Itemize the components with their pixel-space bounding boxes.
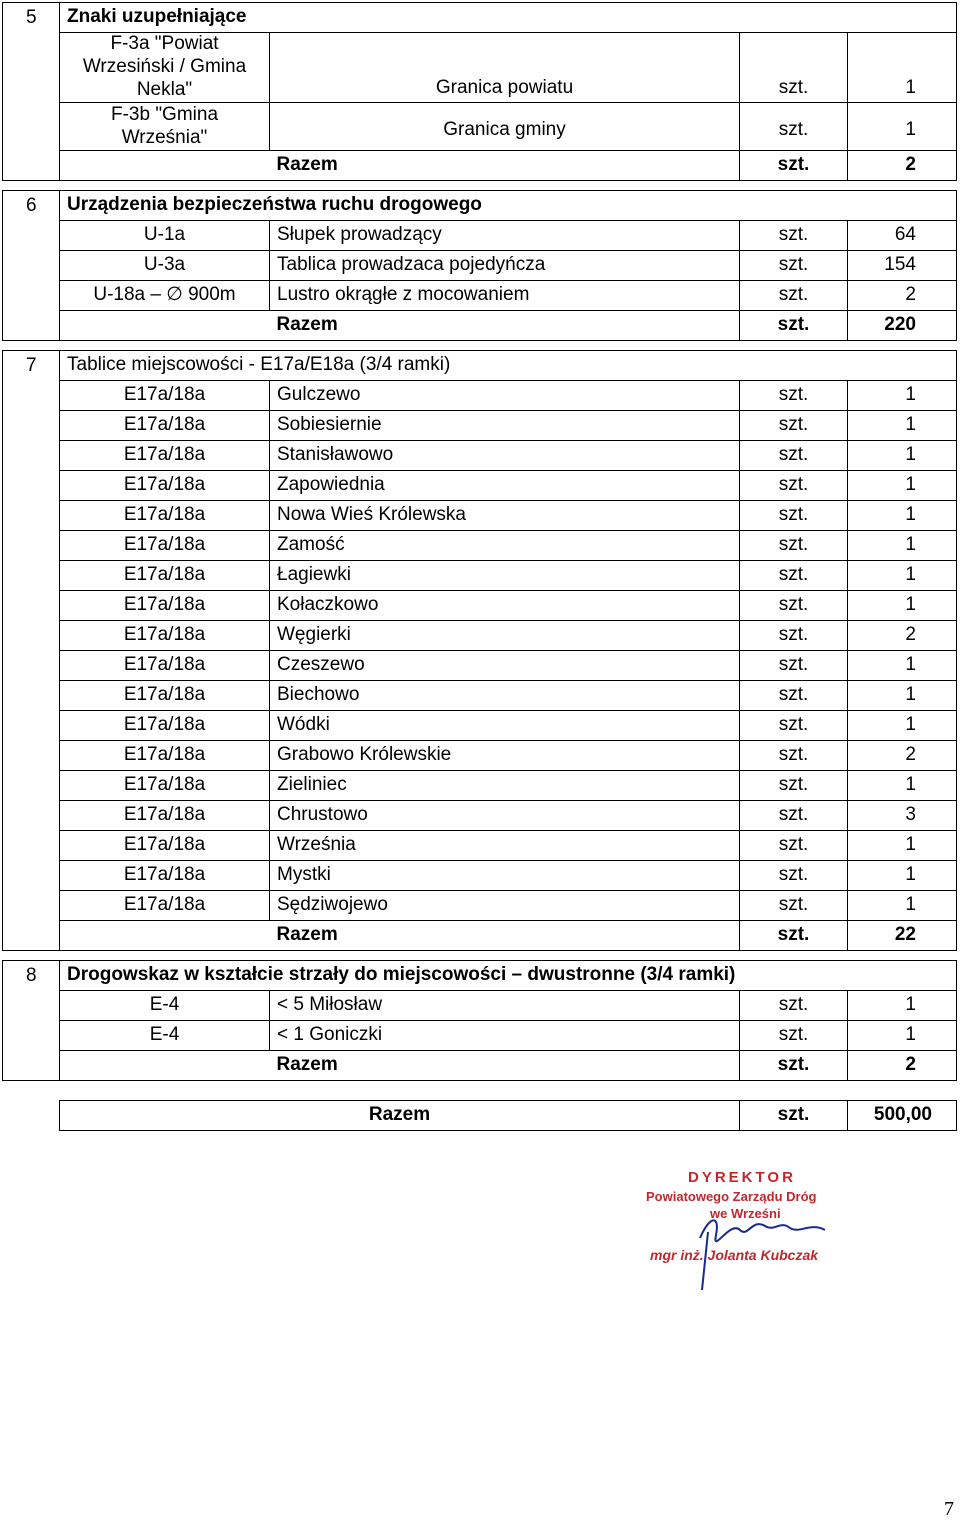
item-qty: 1 (848, 831, 957, 861)
item-unit: szt. (740, 741, 848, 771)
section-separator (3, 181, 957, 191)
item-row (3, 771, 957, 801)
item-code: E17a/18a (60, 501, 270, 531)
section-title: Urządzenia bezpieczeństwa ruchu drogowego (60, 191, 957, 221)
svg-text:DYREKTOR: DYREKTOR (688, 1169, 796, 1186)
item-row (3, 991, 957, 1021)
section-total-row (3, 311, 957, 341)
item-row (3, 381, 957, 411)
director-stamp-signature (640, 1160, 880, 1300)
item-name: Gulczewo (270, 381, 740, 411)
item-qty: 1 (848, 561, 957, 591)
section-total-qty: 22 (848, 921, 957, 951)
item-name: Zamość (270, 531, 740, 561)
item-unit: szt. (740, 411, 848, 441)
item-qty: 1 (848, 381, 957, 411)
item-code: E-4 (60, 991, 270, 1021)
item-code: E17a/18a (60, 531, 270, 561)
item-code: E17a/18a (60, 411, 270, 441)
section-total-qty: 2 (848, 1051, 957, 1081)
grand-total-unit: szt. (740, 1101, 848, 1131)
item-unit: szt. (740, 471, 848, 501)
item-name: Granica powiatu (270, 33, 740, 103)
item-name: Lustro okrągłe z mocowaniem (270, 281, 740, 311)
grand-total-label: Razem (60, 1101, 740, 1131)
item-unit: szt. (740, 831, 848, 861)
section-header-row (3, 191, 957, 221)
item-name: Słupek prowadzący (270, 221, 740, 251)
section-separator-cell (3, 951, 957, 961)
section-total-blank (60, 311, 270, 341)
item-qty: 1 (848, 711, 957, 741)
section-total-unit: szt. (740, 311, 848, 341)
section-separator-cell (3, 181, 957, 191)
item-name: Zapowiednia (270, 471, 740, 501)
section-total-label: Razem (270, 921, 740, 951)
item-name: Sobiesiernie (270, 411, 740, 441)
item-row (3, 441, 957, 471)
item-name: Września (270, 831, 740, 861)
item-qty: 1 (848, 771, 957, 801)
item-code: E17a/18a (60, 861, 270, 891)
item-code: E17a/18a (60, 471, 270, 501)
item-row (3, 251, 957, 281)
item-name: Czeszewo (270, 651, 740, 681)
item-qty: 1 (848, 1021, 957, 1051)
item-code: E17a/18a (60, 831, 270, 861)
section-number: 8 (3, 961, 60, 1081)
item-unit: szt. (740, 501, 848, 531)
item-unit: szt. (740, 251, 848, 281)
item-unit: szt. (740, 711, 848, 741)
section-total-label: Razem (270, 151, 740, 181)
item-code: E17a/18a (60, 381, 270, 411)
item-unit: szt. (740, 441, 848, 471)
item-qty: 1 (848, 471, 957, 501)
item-unit: szt. (740, 1021, 848, 1051)
item-code: E17a/18a (60, 651, 270, 681)
grand-total-row (60, 1101, 957, 1131)
section-total-row (3, 151, 957, 181)
svg-text:mgr inż. Jolanta Kubczak: mgr inż. Jolanta Kubczak (650, 1247, 819, 1263)
item-unit: szt. (740, 531, 848, 561)
item-code: E-4 (60, 1021, 270, 1051)
item-code: E17a/18a (60, 561, 270, 591)
item-code: E17a/18a (60, 741, 270, 771)
item-name: Mystki (270, 861, 740, 891)
item-unit: szt. (740, 651, 848, 681)
item-unit: szt. (740, 621, 848, 651)
item-row (3, 103, 957, 151)
item-row (3, 831, 957, 861)
section-total-row (3, 1051, 957, 1081)
item-name: Zieliniec (270, 771, 740, 801)
item-row (3, 471, 957, 501)
item-name: Stanisławowo (270, 441, 740, 471)
item-unit: szt. (740, 221, 848, 251)
item-qty: 2 (848, 281, 957, 311)
item-name: Wódki (270, 711, 740, 741)
item-name: Kołaczkowo (270, 591, 740, 621)
item-qty: 1 (848, 991, 957, 1021)
item-unit: szt. (740, 591, 848, 621)
section-title: Tablice miejscowości - E17a/E18a (3/4 ramki) (60, 351, 957, 381)
item-qty: 1 (848, 591, 957, 621)
section-total-unit: szt. (740, 151, 848, 181)
section-total-blank (60, 151, 270, 181)
section-total-qty: 220 (848, 311, 957, 341)
grand-total-table (59, 1100, 957, 1131)
section-separator (3, 341, 957, 351)
item-row (3, 501, 957, 531)
svg-text:we Wrześni: we Wrześni (710, 1206, 781, 1221)
item-row (3, 861, 957, 891)
section-separator (3, 951, 957, 961)
item-row (3, 711, 957, 741)
item-qty: 1 (848, 501, 957, 531)
item-row (3, 281, 957, 311)
item-unit: szt. (740, 801, 848, 831)
item-name: Biechowo (270, 681, 740, 711)
item-row (3, 531, 957, 561)
section-total-blank (60, 1051, 270, 1081)
item-row (3, 651, 957, 681)
item-unit: szt. (740, 103, 848, 151)
item-name: Grabowo Królewskie (270, 741, 740, 771)
section-title: Drogowskaz w kształcie strzały do miejscowości – dwustronne (3/4 ramki) (60, 961, 957, 991)
item-code: U-1a (60, 221, 270, 251)
section-number: 7 (3, 351, 60, 951)
item-name: Tablica prowadzaca pojedyńcza (270, 251, 740, 281)
item-row (3, 591, 957, 621)
section-total-blank (60, 921, 270, 951)
item-qty: 3 (848, 801, 957, 831)
item-unit: szt. (740, 991, 848, 1021)
item-code: U-18a – ∅ 900m (60, 281, 270, 311)
item-code: F-3a "Powiat Wrzesiński / Gmina Nekla" (60, 33, 270, 103)
item-qty: 1 (848, 861, 957, 891)
section-number: 6 (3, 191, 60, 341)
item-name: Granica gminy (270, 103, 740, 151)
item-unit: szt. (740, 381, 848, 411)
svg-text:Powiatowego Zarządu Dróg: Powiatowego Zarządu Dróg (646, 1189, 817, 1204)
item-code: E17a/18a (60, 891, 270, 921)
section-header-row (3, 3, 957, 33)
item-code: U-3a (60, 251, 270, 281)
item-qty: 1 (848, 103, 957, 151)
item-qty: 64 (848, 221, 957, 251)
item-name: Nowa Wieś Królewska (270, 501, 740, 531)
section-total-unit: szt. (740, 921, 848, 951)
item-code: F-3b "Gmina Września" (60, 103, 270, 151)
item-row (3, 221, 957, 251)
section-total-row (3, 921, 957, 951)
item-code: E17a/18a (60, 801, 270, 831)
item-row (3, 891, 957, 921)
item-row (3, 741, 957, 771)
item-row (3, 621, 957, 651)
item-qty: 2 (848, 741, 957, 771)
grand-total-qty: 500,00 (848, 1101, 957, 1131)
item-unit: szt. (740, 33, 848, 103)
item-unit: szt. (740, 861, 848, 891)
item-unit: szt. (740, 281, 848, 311)
item-code: E17a/18a (60, 621, 270, 651)
section-header-row (3, 961, 957, 991)
item-unit: szt. (740, 891, 848, 921)
item-name: < 5 Miłosław (270, 991, 740, 1021)
item-qty: 1 (848, 681, 957, 711)
item-qty: 154 (848, 251, 957, 281)
item-qty: 1 (848, 33, 957, 103)
item-row (3, 1021, 957, 1051)
item-name: < 1 Goniczki (270, 1021, 740, 1051)
item-code: E17a/18a (60, 711, 270, 741)
item-name: Sędziwojewo (270, 891, 740, 921)
section-total-qty: 2 (848, 151, 957, 181)
item-row (3, 33, 957, 103)
items-table (2, 2, 957, 1081)
item-code: E17a/18a (60, 591, 270, 621)
item-row (3, 681, 957, 711)
section-header-row (3, 351, 957, 381)
item-qty: 1 (848, 891, 957, 921)
item-row (3, 561, 957, 591)
section-title: Znaki uzupełniające (60, 3, 957, 33)
item-unit: szt. (740, 561, 848, 591)
item-name: Węgierki (270, 621, 740, 651)
item-unit: szt. (740, 771, 848, 801)
item-qty: 1 (848, 531, 957, 561)
section-separator-cell (3, 341, 957, 351)
section-total-unit: szt. (740, 1051, 848, 1081)
item-qty: 1 (848, 411, 957, 441)
item-unit: szt. (740, 681, 848, 711)
item-qty: 2 (848, 621, 957, 651)
page-number: 7 (944, 1498, 954, 1520)
item-row (3, 411, 957, 441)
item-name: Chrustowo (270, 801, 740, 831)
item-row (3, 801, 957, 831)
item-code: E17a/18a (60, 441, 270, 471)
item-code: E17a/18a (60, 681, 270, 711)
section-number: 5 (3, 3, 60, 181)
section-total-label: Razem (270, 1051, 740, 1081)
item-qty: 1 (848, 651, 957, 681)
item-qty: 1 (848, 441, 957, 471)
section-total-label: Razem (270, 311, 740, 341)
item-code: E17a/18a (60, 771, 270, 801)
item-name: Łagiewki (270, 561, 740, 591)
